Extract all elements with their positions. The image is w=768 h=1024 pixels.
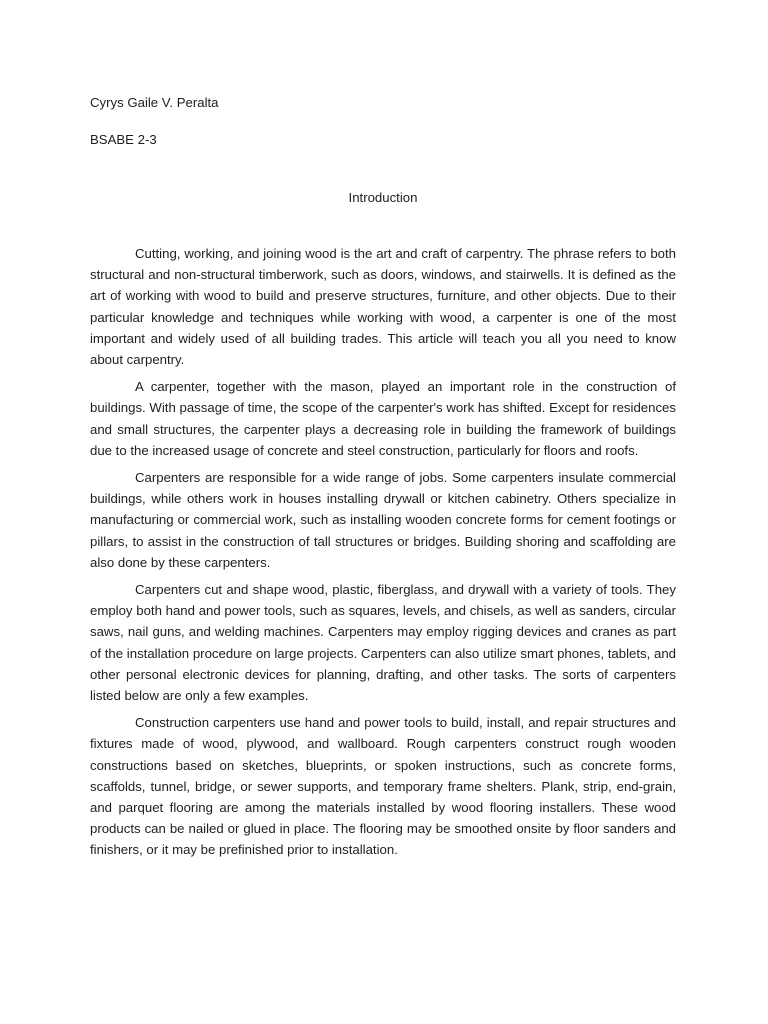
- paragraph-5: Construction carpenters use hand and power tools to build, install, and repair structures and fixtures made of wood, plywood, and wallboard. Rough carpenters construct rough wooden constructions based on sketches, blueprints, or spoken instructions, such as concrete forms, scaffolds, tunnel, bridge, or sewer supports, and temporary frame shelters. Plank, strip, end-grain, and parquet flooring are among the materials installed by wood flooring installers. These wood products can be nailed or glued in place. The flooring may be smoothed onsite by floor sanders and finishers, or it may be prefinished prior to installation.: [90, 715, 676, 858]
- document-content: [90, 94, 676, 861]
- class-section: BSABE 2-3: [90, 132, 157, 147]
- paragraph-1: Cutting, working, and joining wood is the art and craft of carpentry. The phrase refers to both structural and non-structural timberwork, such as doors, windows, and stairwells. It is defined as the art of working with wood to build and preserve structures, furniture, and other objects. Due to their particular knowledge and techniques while working with wood, a carpenter is one of the most important and widely used of all building trades. This article will teach you all you need to know about carpentry.: [90, 246, 676, 368]
- author-name: Cyrys Gaile V. Peralta: [90, 95, 219, 110]
- paragraph-2: A carpenter, together with the mason, played an important role in the construction of buildings. With passage of time, the scope of the carpenter's work has shifted. Except for residences and small structures, the carpenter plays a decreasing role in building the framework of buildings due to the increased usage of concrete and steel construction, particularly for floors and roofs.: [90, 379, 676, 458]
- section-title: Introduction: [348, 190, 418, 205]
- document-body: [90, 243, 676, 861]
- paragraph-4: Carpenters cut and shape wood, plastic, fiberglass, and drywall with a variety of tools. They employ both hand and power tools, such as squares, levels, and chisels, as well as sanders, circular saws, nail guns, and welding machines. Carpenters may employ rigging devices and cranes as part of the installation procedure on large projects. Carpenters can also utilize smart phones, tablets, and other personal electronic devices for planning, drafting, and other tasks. The sorts of carpenters listed below are only a few examples.: [90, 582, 676, 704]
- paragraph-3: Carpenters are responsible for a wide range of jobs. Some carpenters insulate commercial buildings, while others work in houses installing drywall or kitchen cabinetry. Others specialize in manufacturing or commercial work, such as installing wooden concrete forms for cement footings or pillars, to assist in the construction of tall structures or bridges. Building shoring and scaffolding are also done by these carpenters.: [90, 470, 676, 570]
